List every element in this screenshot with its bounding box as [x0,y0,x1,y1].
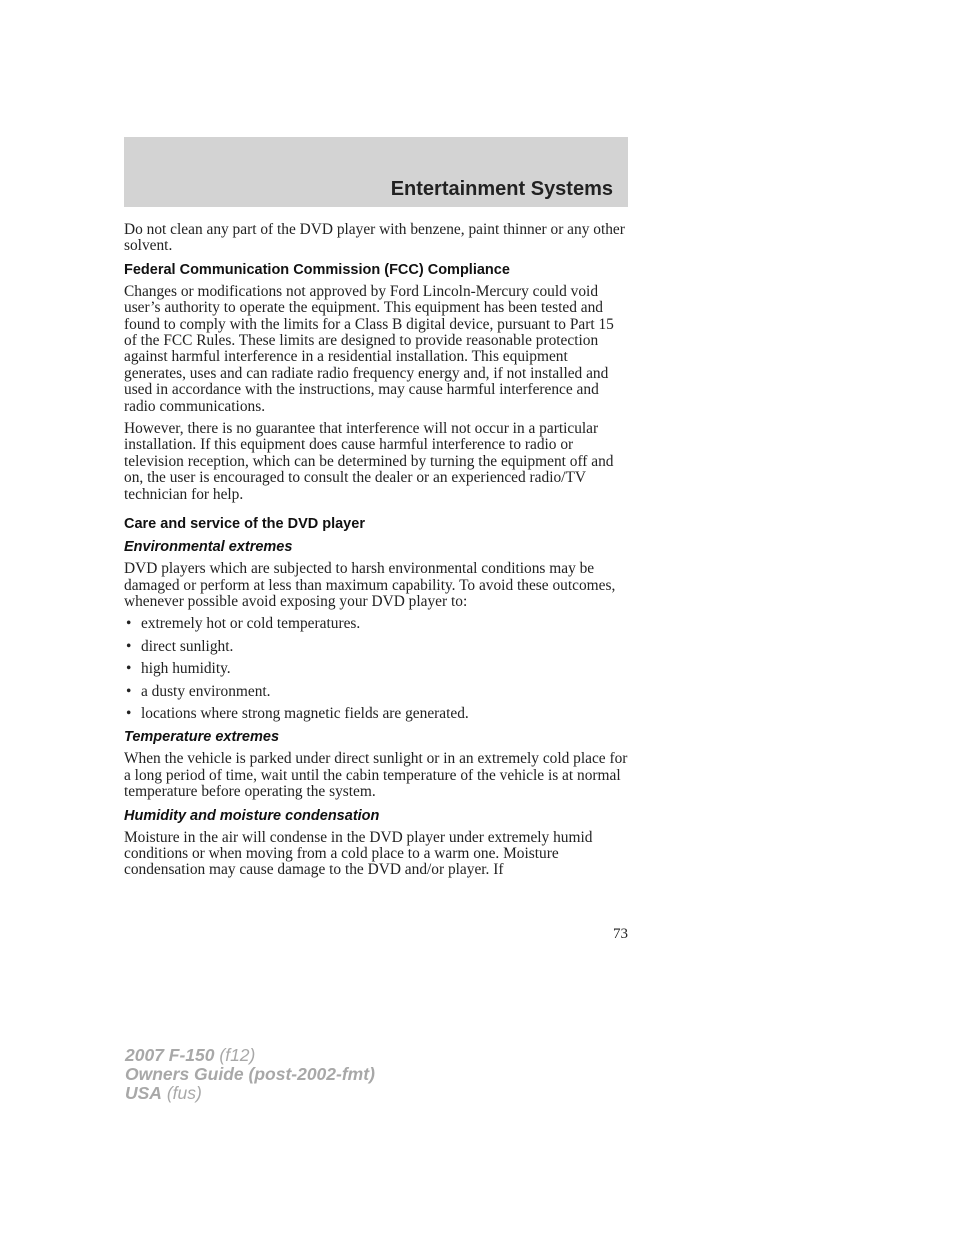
environmental-paragraph: DVD players which are subjected to harsh environmental conditions may be damaged or perform at less than maximum capability. To avoid these outcomes, whenever possible avoid exposing your DVD player to: [124,560,616,610]
humidity-heading: Humidity and moisture condensation [124,807,380,824]
humidity-paragraph: Moisture in the air will condense in the DVD player under extremely humid conditions or when moving from a cold place to a warm one. Moisture condensation may cause damage to the DVD and/or player. If [124,828,593,879]
footer-line-guide [125,1065,375,1084]
page-content [124,222,628,885]
fcc-heading: Federal Communication Commission (FCC) Compliance [124,261,510,278]
section-header-band [124,137,628,207]
bullet-item: • locations where strong magnetic fields are generated. [124,706,628,722]
environmental-bullet-list [124,616,628,722]
intro-paragraph: Do not clean any part of the DVD player with benzene, paint thinner or any other solvent. [124,221,625,255]
footer-model: 2007 F-150 [125,1045,215,1065]
bullet-item: • a dusty environment. [124,684,628,700]
footer-guide: Owners Guide (post-2002-fmt) [125,1064,375,1084]
bullet-item: • direct sunlight. [124,639,628,655]
temperature-heading: Temperature extremes [124,729,280,746]
page-number: 73 [613,926,628,942]
temperature-paragraph: When the vehicle is parked under direct sunlight or in an extremely cold place for a long period of time, wait until the cabin temperature of the vehicle is at normal temperature before operating the system. [124,750,628,801]
document-footer [125,1046,375,1103]
footer-model-code: (f12) [214,1045,256,1065]
fcc-paragraph-2: However, there is no guarantee that interference will not occur in a particular installation. If this equipment does cause harmful interference to radio or television reception, which can be determined by turning the equipment off and on, the user is encouraged to consult the dealer or an experienced radio/TV technician for help. [124,420,614,503]
bullet-item: • high humidity. [124,661,628,677]
footer-line-market [125,1084,375,1103]
footer-market: USA [125,1083,162,1103]
section-title: Entertainment Systems [390,178,613,200]
footer-line-model [125,1046,375,1065]
footer-market-code: (fus) [161,1083,202,1103]
fcc-paragraph-1: Changes or modifications not approved by Ford Lincoln-Mercury could void user’s authority to operate the equipment. This equipment has been tested and found to comply with the limits for a Class B digital device, pursuant to Part 15 of the FCC Rules. These limits are designed to provide reasonable protection against harmful interference in a residential installation. This equipment generates, uses and can radiate radio frequency energy and, if not installed and used in accordance with the instructions, may cause harmful interference and radio communications. [124,282,614,415]
bullet-item: • extremely hot or cold temperatures. [124,616,628,632]
environmental-heading: Environmental extremes [124,539,293,556]
care-heading: Care and service of the DVD player [124,516,365,533]
